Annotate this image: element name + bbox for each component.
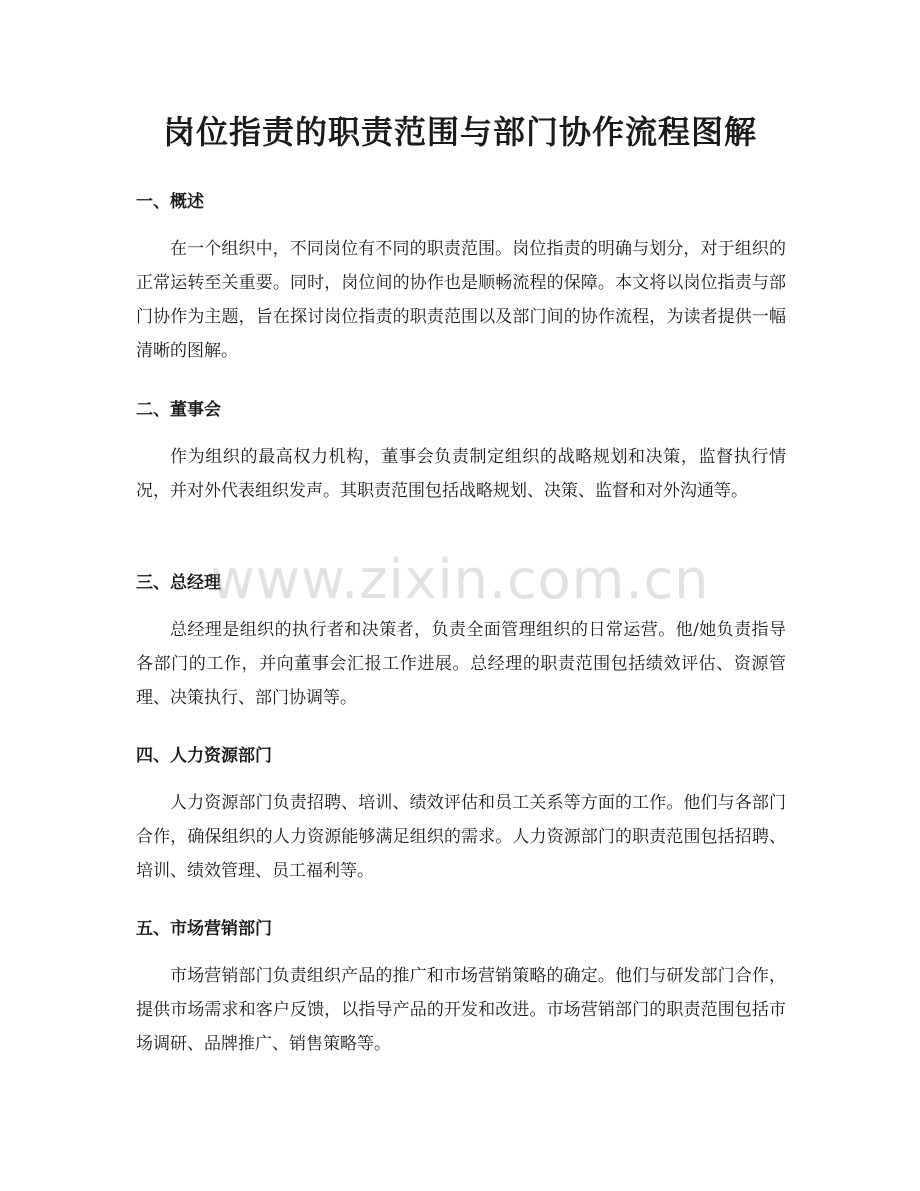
section-board [136,397,786,508]
section-heading: 二、董事会 [136,400,221,420]
page-title: 岗位指责的职责范围与部门协作流程图解 [162,113,757,151]
section-paragraph: 市场营销部门负责组织产品的推广和市场营销策略的确定。他们与研发部门合作，提供市场需求和客户反馈，以指导产品的开发和改进。市场营销部门的职责范围包括市场调研、品牌推广、销售策略等。 [136,966,786,1054]
section-human-resources [136,743,786,888]
watermark: www.zixin.com.cn [210,548,710,611]
section-paragraph: 作为组织的最高权力机构，董事会负责制定组织的战略规划和决策，监督执行情况，并对外代表组织发声。其职责范围包括战略规划、决策、监督和对外沟通等。 [136,447,786,501]
section-heading: 一、概述 [136,192,204,212]
section-paragraph: 在一个组织中，不同岗位有不同的职责范围。岗位指责的明确与划分，对于组织的正常运转至关重要。同时，岗位间的协作也是顺畅流程的保障。本文将以岗位指责与部门协作为主题，旨在探讨岗位指责的职责范围以及部门间的协作流程，为读者提供一幅清晰的图解。 [136,239,786,361]
section-marketing [136,916,786,1061]
section-heading: 五、市场营销部门 [136,919,272,939]
section-heading: 四、人力资源部门 [136,746,272,766]
section-paragraph: 人力资源部门负责招聘、培训、绩效评估和员工关系等方面的工作。他们与各部门合作，确保组织的人力资源能够满足组织的需求。人力资源部门的职责范围包括招聘、培训、绩效管理、员工福利等。 [136,793,786,881]
section-general-manager [136,570,786,715]
section-paragraph: 总经理是组织的执行者和决策者，负责全面管理组织的日常运营。他/她负责指导各部门的工作，并向董事会汇报工作进展。总经理的职责范围包括绩效评估、资源管理、决策执行、部门协调等。 [136,620,786,708]
section-heading: 三、总经理 [136,573,221,593]
section-overview [136,189,786,368]
